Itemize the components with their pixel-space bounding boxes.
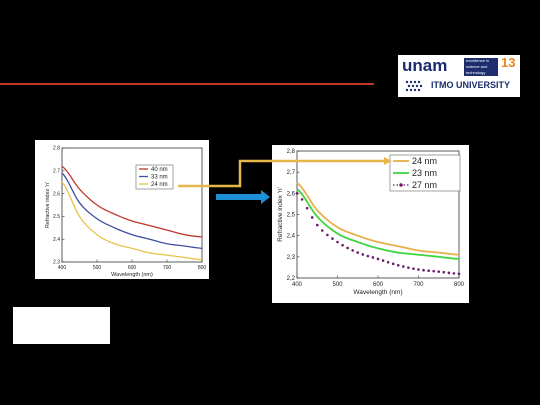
y-tick-label: 2,2 bbox=[286, 276, 295, 282]
y-tick-label: 2,7 bbox=[286, 170, 295, 177]
legend-label: 24 nm bbox=[412, 156, 438, 166]
x-axis-label: Wavelength (nm) bbox=[111, 272, 153, 278]
y-tick-label: 2.5 bbox=[53, 214, 60, 221]
y-tick-label: 2.4 bbox=[53, 236, 60, 243]
blue-arrow-icon bbox=[216, 190, 270, 204]
legend-label: 40 nm bbox=[151, 167, 168, 173]
x-tick-label: 700 bbox=[162, 265, 172, 271]
tagline-line: excellence in bbox=[466, 58, 490, 63]
x-axis-label: Wavelength (nm) bbox=[353, 289, 403, 296]
unam-wordmark: unam bbox=[402, 56, 448, 75]
y-tick-label: 2,8 bbox=[286, 149, 295, 155]
y-tick-label: 2.6 bbox=[53, 191, 60, 198]
x-tick-label: 500 bbox=[92, 265, 102, 271]
x-tick-label: 700 bbox=[413, 282, 424, 288]
connector-arrowhead bbox=[384, 157, 392, 165]
y-axis-label: Refractive index 'n' bbox=[277, 187, 284, 242]
itmo-university-label: ITMO UNIVERSITY bbox=[431, 80, 511, 90]
x-tick-label: 400 bbox=[291, 282, 303, 288]
y-axis-label: Refractive index 'n' bbox=[45, 181, 51, 229]
x-tick-label: 400 bbox=[57, 265, 67, 271]
legend-label: 24 nm bbox=[151, 182, 168, 188]
tagline-line: science and bbox=[466, 64, 488, 69]
legend-label: 23 nm bbox=[412, 168, 438, 178]
x-tick-label: 600 bbox=[372, 282, 384, 288]
y-tick-label: 2,4 bbox=[286, 233, 295, 240]
x-tick-label: 800 bbox=[453, 282, 465, 288]
y-tick-label: 2.8 bbox=[53, 145, 60, 152]
blank-textbox bbox=[13, 307, 110, 344]
y-tick-label: 2.7 bbox=[53, 168, 60, 175]
x-tick-label: 800 bbox=[197, 265, 207, 271]
legend-connector-line bbox=[178, 161, 384, 186]
y-tick-label: 2.3 bbox=[53, 259, 60, 266]
y-tick-label: 2,5 bbox=[286, 212, 295, 219]
y-tick-label: 2,3 bbox=[286, 254, 295, 261]
x-tick-label: 600 bbox=[127, 265, 137, 271]
tagline-line: technology bbox=[466, 70, 486, 75]
page-number: 13 bbox=[501, 55, 516, 70]
legend-label: 27 nm bbox=[412, 180, 438, 190]
y-tick-label: 2,6 bbox=[286, 191, 295, 198]
x-tick-label: 500 bbox=[332, 282, 343, 288]
legend-label: 33 nm bbox=[151, 174, 168, 181]
